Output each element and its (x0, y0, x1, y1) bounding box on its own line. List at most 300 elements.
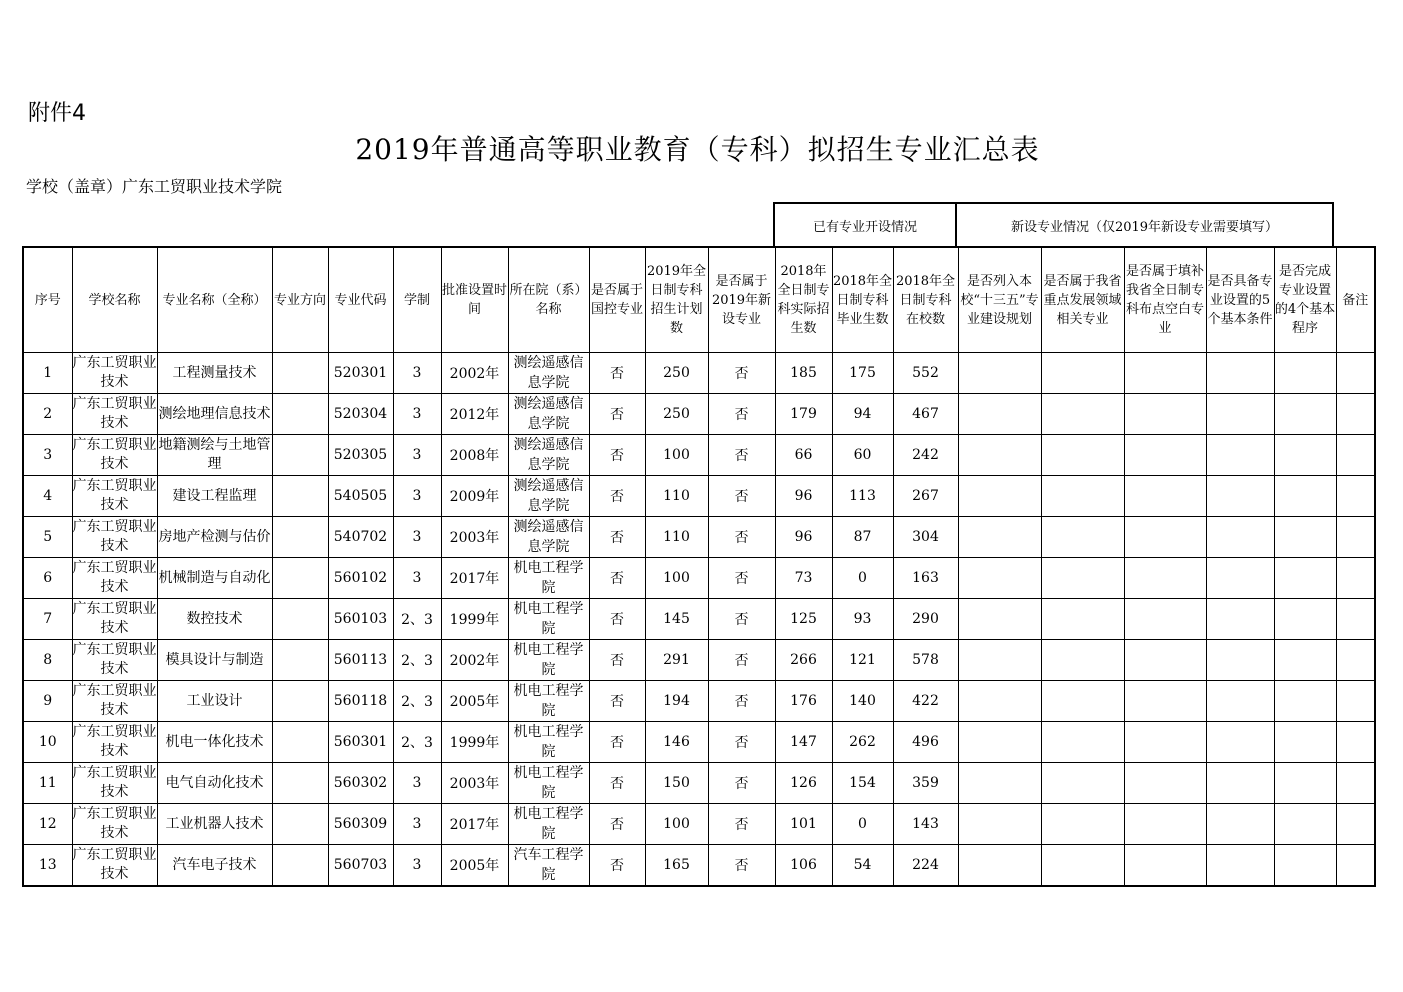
cell-no: 4 (23, 476, 72, 517)
col-header: 2019年全日制专科招生计划数 (645, 247, 708, 353)
cell-enrol: 147 (775, 722, 832, 763)
cell-enrol: 96 (775, 476, 832, 517)
cell-empty (958, 517, 1041, 558)
cell-empty (1206, 353, 1274, 394)
cell-school: 广东工贸职业技术 (72, 681, 157, 722)
cell-empty (1124, 394, 1206, 435)
cell-code: 560703 (328, 845, 393, 887)
cell-grad: 140 (832, 681, 893, 722)
cell-empty (1336, 640, 1375, 681)
cell-major: 工程测量技术 (157, 353, 272, 394)
cell-empty (1336, 722, 1375, 763)
cell-grad: 113 (832, 476, 893, 517)
cell-dir (272, 435, 328, 476)
cell-plan: 110 (645, 517, 708, 558)
cell-empty (958, 599, 1041, 640)
col-header: 批准设置时间 (441, 247, 508, 353)
cell-year: 2008年 (441, 435, 508, 476)
cell-len: 2、3 (393, 722, 441, 763)
cell-empty (1124, 476, 1206, 517)
cell-enrol: 125 (775, 599, 832, 640)
cell-atsch: 422 (893, 681, 958, 722)
cell-enrol: 73 (775, 558, 832, 599)
cell-empty (1336, 353, 1375, 394)
col-header: 专业代码 (328, 247, 393, 353)
cell-len: 3 (393, 476, 441, 517)
cell-school: 广东工贸职业技术 (72, 845, 157, 887)
cell-empty (1124, 353, 1206, 394)
cell-grad: 93 (832, 599, 893, 640)
cell-school: 广东工贸职业技术 (72, 558, 157, 599)
cell-atsch: 304 (893, 517, 958, 558)
cell-new: 否 (708, 517, 775, 558)
cell-school: 广东工贸职业技术 (72, 435, 157, 476)
cell-no: 1 (23, 353, 72, 394)
cell-plan: 165 (645, 845, 708, 887)
cell-empty (1336, 804, 1375, 845)
table-row (23, 599, 1375, 640)
cell-plan: 100 (645, 558, 708, 599)
cell-len: 3 (393, 558, 441, 599)
cell-dept: 机电工程学院 (508, 558, 589, 599)
cell-new: 否 (708, 353, 775, 394)
cell-empty (1041, 681, 1124, 722)
cell-empty (1274, 353, 1336, 394)
cell-new: 否 (708, 804, 775, 845)
cell-empty (1041, 804, 1124, 845)
cell-atsch: 496 (893, 722, 958, 763)
cell-len: 3 (393, 763, 441, 804)
cell-empty (1041, 763, 1124, 804)
cell-empty (1206, 476, 1274, 517)
cell-empty (1041, 722, 1124, 763)
cell-dept: 机电工程学院 (508, 640, 589, 681)
cell-len: 3 (393, 845, 441, 887)
table-row (23, 763, 1375, 804)
col-header: 学校名称 (72, 247, 157, 353)
cell-empty (1274, 435, 1336, 476)
cell-atsch: 290 (893, 599, 958, 640)
cell-empty (1206, 722, 1274, 763)
cell-no: 12 (23, 804, 72, 845)
cell-school: 广东工贸职业技术 (72, 640, 157, 681)
cell-atsch: 359 (893, 763, 958, 804)
cell-empty (1274, 517, 1336, 558)
cell-grad: 262 (832, 722, 893, 763)
cell-no: 3 (23, 435, 72, 476)
cell-no: 6 (23, 558, 72, 599)
cell-dir (272, 558, 328, 599)
cell-enrol: 266 (775, 640, 832, 681)
cell-dept: 机电工程学院 (508, 804, 589, 845)
cell-empty (958, 353, 1041, 394)
cell-empty (1336, 558, 1375, 599)
cell-no: 2 (23, 394, 72, 435)
cell-dir (272, 722, 328, 763)
cell-code: 520301 (328, 353, 393, 394)
col-header: 所在院（系）名称 (508, 247, 589, 353)
cell-ctrl: 否 (589, 394, 645, 435)
cell-year: 1999年 (441, 722, 508, 763)
cell-code: 560102 (328, 558, 393, 599)
cell-school: 广东工贸职业技术 (72, 476, 157, 517)
cell-len: 2、3 (393, 599, 441, 640)
cell-dept: 测绘遥感信息学院 (508, 435, 589, 476)
cell-year: 2005年 (441, 845, 508, 887)
cell-year: 2009年 (441, 476, 508, 517)
cell-code: 540505 (328, 476, 393, 517)
cell-plan: 250 (645, 353, 708, 394)
cell-empty (1206, 640, 1274, 681)
cell-enrol: 101 (775, 804, 832, 845)
cell-ctrl: 否 (589, 804, 645, 845)
cell-dept: 机电工程学院 (508, 722, 589, 763)
cell-atsch: 578 (893, 640, 958, 681)
cell-code: 560302 (328, 763, 393, 804)
cell-no: 8 (23, 640, 72, 681)
cell-no: 7 (23, 599, 72, 640)
cell-ctrl: 否 (589, 681, 645, 722)
cell-dir (272, 845, 328, 887)
cell-empty (1274, 394, 1336, 435)
table-row (23, 640, 1375, 681)
cell-dir (272, 640, 328, 681)
page-title: 2019年普通高等职业教育（专科）拟招生专业汇总表 (355, 133, 1040, 166)
table-row (23, 722, 1375, 763)
cell-new: 否 (708, 845, 775, 887)
cell-ctrl: 否 (589, 476, 645, 517)
cell-dept: 机电工程学院 (508, 681, 589, 722)
cell-school: 广东工贸职业技术 (72, 394, 157, 435)
cell-grad: 121 (832, 640, 893, 681)
cell-code: 560301 (328, 722, 393, 763)
cell-empty (1336, 763, 1375, 804)
cell-empty (1041, 640, 1124, 681)
cell-plan: 145 (645, 599, 708, 640)
cell-empty (958, 804, 1041, 845)
cell-code: 520305 (328, 435, 393, 476)
cell-dir (272, 804, 328, 845)
cell-empty (1124, 722, 1206, 763)
cell-code: 560309 (328, 804, 393, 845)
cell-plan: 291 (645, 640, 708, 681)
col-header: 专业方向 (272, 247, 328, 353)
cell-ctrl: 否 (589, 763, 645, 804)
col-header: 2018年全日制专科在校数 (893, 247, 958, 353)
cell-dept: 测绘遥感信息学院 (508, 394, 589, 435)
cell-major: 工业机器人技术 (157, 804, 272, 845)
cell-empty (958, 394, 1041, 435)
cell-atsch: 467 (893, 394, 958, 435)
cell-empty (1274, 476, 1336, 517)
cell-empty (1124, 763, 1206, 804)
cell-atsch: 224 (893, 845, 958, 887)
cell-empty (1274, 804, 1336, 845)
cell-year: 2002年 (441, 640, 508, 681)
cell-ctrl: 否 (589, 435, 645, 476)
cell-empty (1336, 599, 1375, 640)
cell-dept: 测绘遥感信息学院 (508, 517, 589, 558)
cell-new: 否 (708, 599, 775, 640)
cell-enrol: 106 (775, 845, 832, 887)
cell-grad: 175 (832, 353, 893, 394)
cell-school: 广东工贸职业技术 (72, 722, 157, 763)
cell-len: 3 (393, 435, 441, 476)
cell-enrol: 185 (775, 353, 832, 394)
cell-empty (1206, 763, 1274, 804)
col-header: 序号 (23, 247, 72, 353)
cell-major: 模具设计与制造 (157, 640, 272, 681)
cell-dept: 测绘遥感信息学院 (508, 476, 589, 517)
cell-no: 9 (23, 681, 72, 722)
cell-empty (958, 681, 1041, 722)
table-row (23, 845, 1375, 887)
cell-ctrl: 否 (589, 599, 645, 640)
cell-major: 房地产检测与估价 (157, 517, 272, 558)
cell-dept: 机电工程学院 (508, 763, 589, 804)
group-header-new: 新设专业情况（仅2019年新设专业需要填写） (955, 202, 1334, 246)
cell-empty (1206, 435, 1274, 476)
col-header: 是否属于填补我省全日制专科布点空白专业 (1124, 247, 1206, 353)
cell-year: 2003年 (441, 517, 508, 558)
cell-len: 3 (393, 804, 441, 845)
cell-year: 2017年 (441, 804, 508, 845)
cell-empty (958, 640, 1041, 681)
col-header: 是否完成专业设置的4个基本程序 (1274, 247, 1336, 353)
cell-grad: 154 (832, 763, 893, 804)
cell-empty (1206, 681, 1274, 722)
table-row (23, 517, 1375, 558)
cell-len: 3 (393, 517, 441, 558)
cell-ctrl: 否 (589, 353, 645, 394)
header-row (23, 247, 1375, 353)
cell-empty (1206, 804, 1274, 845)
cell-new: 否 (708, 435, 775, 476)
cell-dir (272, 517, 328, 558)
cell-empty (1041, 599, 1124, 640)
cell-empty (1336, 394, 1375, 435)
cell-major: 建设工程监理 (157, 476, 272, 517)
cell-empty (1336, 681, 1375, 722)
cell-no: 10 (23, 722, 72, 763)
school-line: 学校（盖章）广东工贸职业技术学院 (26, 177, 283, 196)
col-header: 专业名称（全称） (157, 247, 272, 353)
cell-new: 否 (708, 558, 775, 599)
cell-len: 2、3 (393, 681, 441, 722)
cell-school: 广东工贸职业技术 (72, 599, 157, 640)
cell-code: 560118 (328, 681, 393, 722)
cell-dir (272, 599, 328, 640)
cell-dir (272, 353, 328, 394)
cell-year: 2012年 (441, 394, 508, 435)
cell-plan: 100 (645, 435, 708, 476)
cell-empty (1274, 763, 1336, 804)
cell-empty (1206, 394, 1274, 435)
cell-empty (1041, 558, 1124, 599)
cell-dir (272, 394, 328, 435)
cell-empty (1206, 845, 1274, 887)
cell-code: 520304 (328, 394, 393, 435)
cell-dept: 机电工程学院 (508, 599, 589, 640)
cell-empty (1274, 558, 1336, 599)
cell-empty (1124, 599, 1206, 640)
cell-empty (1124, 845, 1206, 887)
col-header: 是否属于国控专业 (589, 247, 645, 353)
cell-year: 2002年 (441, 353, 508, 394)
cell-dir (272, 476, 328, 517)
cell-enrol: 126 (775, 763, 832, 804)
cell-empty (1041, 845, 1124, 887)
group-header-existing: 已有专业开设情况 (773, 202, 957, 246)
cell-code: 560113 (328, 640, 393, 681)
cell-school: 广东工贸职业技术 (72, 804, 157, 845)
cell-plan: 150 (645, 763, 708, 804)
table-row (23, 394, 1375, 435)
cell-empty (1041, 476, 1124, 517)
cell-plan: 194 (645, 681, 708, 722)
cell-empty (1041, 517, 1124, 558)
cell-plan: 110 (645, 476, 708, 517)
table-row (23, 353, 1375, 394)
cell-empty (958, 435, 1041, 476)
col-header: 2018年全日制专科毕业生数 (832, 247, 893, 353)
cell-grad: 60 (832, 435, 893, 476)
cell-ctrl: 否 (589, 845, 645, 887)
col-header: 是否具备专业设置的5个基本条件 (1206, 247, 1274, 353)
cell-grad: 54 (832, 845, 893, 887)
cell-new: 否 (708, 394, 775, 435)
cell-len: 3 (393, 353, 441, 394)
cell-empty (958, 845, 1041, 887)
cell-atsch: 163 (893, 558, 958, 599)
cell-empty (1336, 517, 1375, 558)
cell-grad: 0 (832, 804, 893, 845)
cell-plan: 146 (645, 722, 708, 763)
col-header: 学制 (393, 247, 441, 353)
cell-new: 否 (708, 763, 775, 804)
cell-empty (1124, 681, 1206, 722)
cell-empty (1336, 435, 1375, 476)
col-header: 是否属于我省重点发展领域相关专业 (1041, 247, 1124, 353)
cell-empty (958, 763, 1041, 804)
col-header: 2018年全日制专科实际招生数 (775, 247, 832, 353)
majors-table (22, 246, 1376, 887)
cell-new: 否 (708, 722, 775, 763)
cell-empty (958, 558, 1041, 599)
cell-major: 地籍测绘与土地管理 (157, 435, 272, 476)
cell-major: 机械制造与自动化 (157, 558, 272, 599)
table-row (23, 681, 1375, 722)
cell-empty (1124, 558, 1206, 599)
cell-plan: 250 (645, 394, 708, 435)
cell-empty (1124, 804, 1206, 845)
cell-empty (1336, 476, 1375, 517)
cell-enrol: 66 (775, 435, 832, 476)
cell-year: 2005年 (441, 681, 508, 722)
cell-atsch: 242 (893, 435, 958, 476)
cell-code: 560103 (328, 599, 393, 640)
cell-dir (272, 763, 328, 804)
cell-len: 3 (393, 394, 441, 435)
cell-empty (1041, 353, 1124, 394)
cell-ctrl: 否 (589, 640, 645, 681)
cell-atsch: 143 (893, 804, 958, 845)
cell-empty (1274, 599, 1336, 640)
cell-major: 电气自动化技术 (157, 763, 272, 804)
cell-school: 广东工贸职业技术 (72, 763, 157, 804)
cell-atsch: 552 (893, 353, 958, 394)
cell-new: 否 (708, 681, 775, 722)
cell-major: 测绘地理信息技术 (157, 394, 272, 435)
cell-empty (1124, 640, 1206, 681)
cell-empty (1336, 845, 1375, 887)
table-row (23, 476, 1375, 517)
cell-major: 数控技术 (157, 599, 272, 640)
cell-empty (1206, 517, 1274, 558)
cell-new: 否 (708, 640, 775, 681)
cell-no: 13 (23, 845, 72, 887)
cell-grad: 0 (832, 558, 893, 599)
cell-empty (958, 722, 1041, 763)
cell-empty (1124, 517, 1206, 558)
cell-empty (1274, 722, 1336, 763)
table-row (23, 804, 1375, 845)
col-header: 是否属于2019年新设专业 (708, 247, 775, 353)
cell-no: 5 (23, 517, 72, 558)
cell-no: 11 (23, 763, 72, 804)
col-header: 是否列入本校“十三五”专业建设规划 (958, 247, 1041, 353)
cell-major: 汽车电子技术 (157, 845, 272, 887)
cell-enrol: 179 (775, 394, 832, 435)
cell-school: 广东工贸职业技术 (72, 353, 157, 394)
cell-enrol: 96 (775, 517, 832, 558)
cell-atsch: 267 (893, 476, 958, 517)
cell-len: 2、3 (393, 640, 441, 681)
cell-ctrl: 否 (589, 517, 645, 558)
cell-ctrl: 否 (589, 558, 645, 599)
cell-empty (1124, 435, 1206, 476)
cell-empty (1274, 845, 1336, 887)
cell-year: 2003年 (441, 763, 508, 804)
cell-new: 否 (708, 476, 775, 517)
cell-empty (1041, 394, 1124, 435)
cell-year: 1999年 (441, 599, 508, 640)
cell-dir (272, 681, 328, 722)
cell-grad: 94 (832, 394, 893, 435)
attachment-label: 附件4 (28, 101, 86, 126)
cell-dept: 测绘遥感信息学院 (508, 353, 589, 394)
col-header: 备注 (1336, 247, 1375, 353)
cell-code: 540702 (328, 517, 393, 558)
table-row (23, 435, 1375, 476)
cell-enrol: 176 (775, 681, 832, 722)
cell-dept: 汽车工程学院 (508, 845, 589, 887)
cell-empty (1274, 640, 1336, 681)
cell-empty (1206, 599, 1274, 640)
table-row (23, 558, 1375, 599)
cell-empty (1041, 435, 1124, 476)
cell-plan: 100 (645, 804, 708, 845)
cell-school: 广东工贸职业技术 (72, 517, 157, 558)
cell-year: 2017年 (441, 558, 508, 599)
cell-empty (1274, 681, 1336, 722)
cell-grad: 87 (832, 517, 893, 558)
cell-ctrl: 否 (589, 722, 645, 763)
cell-empty (958, 476, 1041, 517)
cell-major: 机电一体化技术 (157, 722, 272, 763)
cell-major: 工业设计 (157, 681, 272, 722)
cell-empty (1206, 558, 1274, 599)
